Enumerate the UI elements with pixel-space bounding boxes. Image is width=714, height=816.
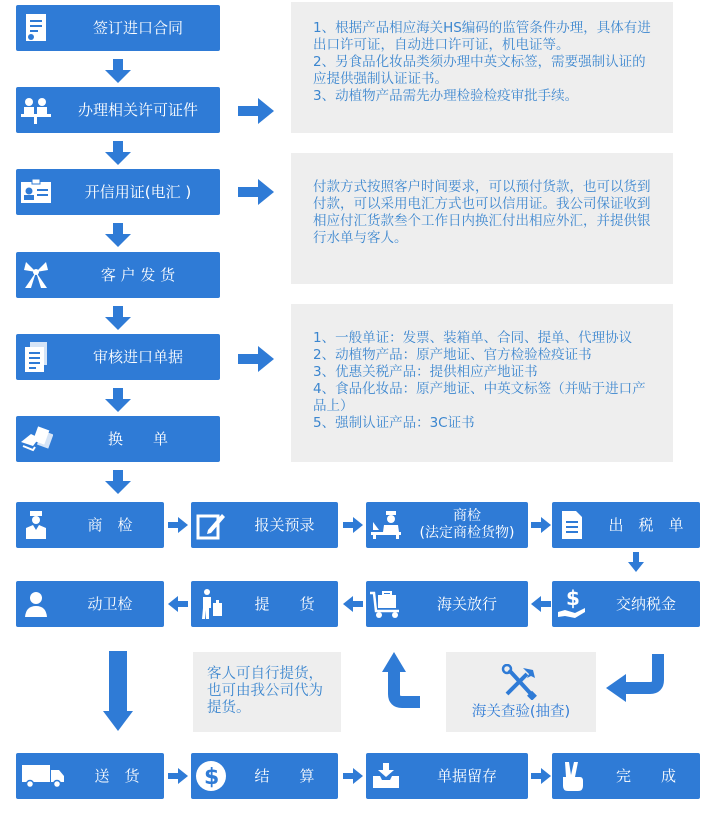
note-line: 1、一般单证：发票、装箱单、合同、提单、代理协议 — [313, 330, 633, 346]
tools-icon — [501, 664, 541, 700]
note-line: 客人可自行提货，也可由我公司代为提货。 — [207, 666, 323, 716]
note-permits — [291, 2, 673, 133]
id-card-icon — [16, 174, 56, 210]
inbox-download-icon — [366, 758, 406, 794]
step-label: 海关查验(抽查) — [471, 704, 571, 720]
step-customs-pre-entry — [191, 502, 338, 548]
step-delivery — [16, 753, 164, 799]
contract-icon — [16, 10, 56, 46]
step-label: 审核进口单据 — [92, 348, 183, 366]
right-arrow — [238, 179, 274, 205]
step-label: 办理相关许可证件 — [77, 101, 198, 119]
step-customs-release — [366, 581, 528, 627]
down-arrow — [105, 59, 131, 83]
inspector-icon — [16, 507, 56, 543]
money-hand-icon — [552, 586, 592, 622]
note-line: 3、优惠关税产品：提供相应产地证书 — [313, 364, 538, 380]
dollar-icon — [191, 758, 231, 794]
down-arrow — [105, 223, 131, 247]
down-arrow — [628, 552, 644, 572]
step-label: 客 户 发 货 — [100, 266, 176, 284]
note-line: 2、另食品化妆品类须办理中英文标签，需要强制认证的应提供强制认证证书。 — [313, 54, 646, 87]
left-arrow — [531, 596, 551, 612]
step-label: 换 单 — [107, 430, 168, 448]
curved-up-arrow — [380, 648, 438, 712]
officer-desk-icon — [366, 507, 406, 543]
step-pay-taxes — [552, 581, 700, 627]
step-exchange-documents — [16, 416, 220, 462]
right-arrow — [168, 768, 188, 784]
step-permits — [16, 87, 220, 133]
step-title: 商检 — [453, 508, 481, 524]
left-arrow — [343, 596, 363, 612]
handshake-document-icon — [16, 421, 56, 457]
step-label: 海关放行 — [436, 595, 497, 613]
down-arrow — [105, 388, 131, 412]
step-label: 结 算 — [254, 767, 315, 785]
person-icon — [16, 586, 56, 622]
down-arrow — [105, 470, 131, 494]
gift-package-icon — [16, 257, 56, 293]
note-documents — [291, 304, 673, 462]
step-archive-documents — [366, 753, 528, 799]
step-label: 签订进口合同 — [92, 19, 183, 37]
down-arrow — [105, 141, 131, 165]
step-sign-contract — [16, 5, 220, 51]
step-letter-of-credit — [16, 169, 220, 215]
meeting-icon — [16, 92, 56, 128]
step-label: 单据留存 — [436, 767, 497, 785]
traveler-luggage-icon — [191, 586, 231, 622]
step-subtitle: (法定商检货物) — [419, 525, 515, 541]
right-arrow — [238, 346, 274, 372]
step-shipment — [16, 252, 220, 298]
step-customs-inspection — [446, 652, 596, 732]
right-arrow — [343, 768, 363, 784]
step-health-quarantine — [16, 581, 164, 627]
step-label: 完 成 — [615, 767, 676, 785]
step-label: 商 检 — [87, 516, 133, 534]
note-line: 5、强制认证产品：3C证书 — [313, 415, 475, 431]
step-label: 开信用证(电汇 ) — [84, 183, 192, 201]
right-arrow — [531, 517, 551, 533]
svg-text:$: $ — [566, 588, 580, 610]
step-complete — [552, 753, 700, 799]
documents-icon — [16, 339, 56, 375]
note-pickup — [193, 652, 341, 732]
cargo-cart-icon — [366, 586, 406, 622]
long-down-arrow — [103, 651, 133, 731]
step-label: 出 税 单 — [608, 516, 684, 534]
step-settlement — [191, 753, 338, 799]
right-arrow — [531, 768, 551, 784]
step-tax-bill — [552, 502, 700, 548]
note-line: 2、动植物产品：原产地证、官方检验检疫证书 — [313, 347, 592, 363]
tax-document-icon — [552, 507, 592, 543]
step-legal-inspection — [366, 502, 528, 548]
edit-form-icon — [191, 507, 231, 543]
note-payment — [291, 153, 673, 284]
note-line: 付款方式按照客户时间要求，可以预付货款，也可以货到付款，可以采用电汇方式也可以信用证。我公司保证收到相应付汇货款叁个工作日内换汇付出相应外汇，并提供银行水单与客人。 — [313, 179, 651, 246]
down-arrow — [105, 306, 131, 330]
truck-icon — [16, 758, 70, 794]
step-label: 交纳税金 — [615, 595, 676, 613]
victory-hand-icon — [552, 758, 592, 794]
note-line: 1、根据产品相应海关HS编码的监管条件办理，具体有进出口许可证，自动进口许可证，机电证等。 — [313, 20, 651, 53]
step-label: 送 货 — [94, 767, 140, 785]
right-arrow — [238, 98, 274, 124]
step-review-documents — [16, 334, 220, 380]
curved-left-arrow — [602, 652, 666, 708]
step-pickup — [191, 581, 338, 627]
note-line: 3、动植物产品需先办理检验检疫审批手续。 — [313, 88, 579, 104]
left-arrow — [168, 596, 188, 612]
step-label: 提 货 — [254, 595, 315, 613]
note-line: 4、食品化妆品：原产地证、中英文标签（并贴于进口产品上） — [313, 381, 646, 414]
right-arrow — [343, 517, 363, 533]
step-label: 报关预录 — [254, 516, 315, 534]
right-arrow — [168, 517, 188, 533]
step-commodity-inspection — [16, 502, 164, 548]
step-label: 动卫检 — [87, 595, 133, 613]
step-label — [406, 508, 528, 542]
svg-text:$: $ — [204, 765, 220, 790]
